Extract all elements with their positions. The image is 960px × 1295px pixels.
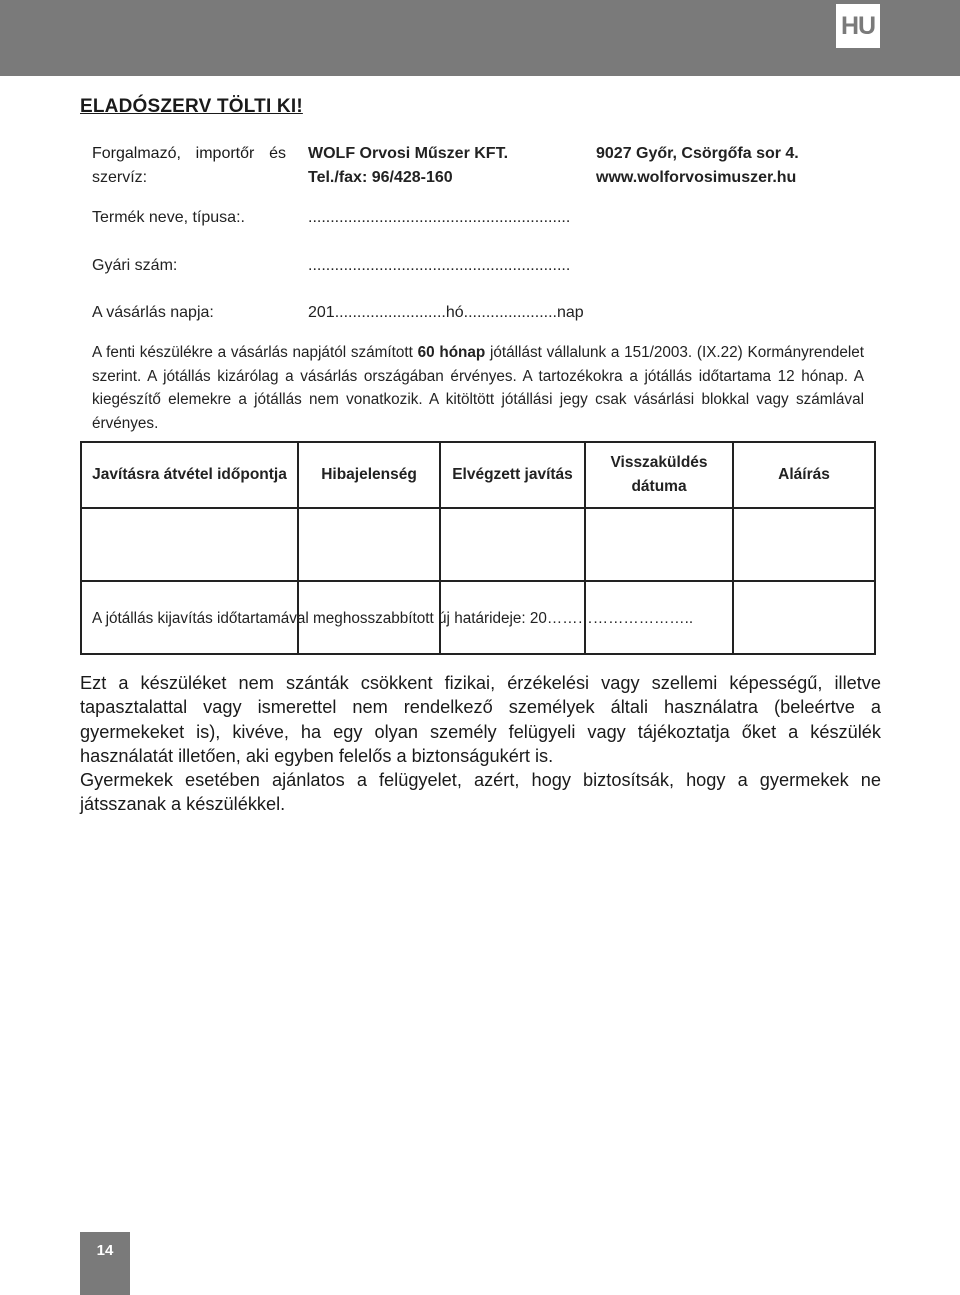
warranty-text-part2: jótállást vállalunk a 151/2003. (IX.22) Kormányrendelet szerint. A jótállás kizárólag a vásárlás országában érvényes. A tartozékokra a jótállás időtartama 12 hónap. A kiegészítő elemekre a jótállás nem vonatkozik. A kitöltött jótállási jegy csak vásárlási blokkal vagy számlával érvényes. bbox=[92, 344, 865, 432]
product-label: Termék neve, típusa:. bbox=[92, 209, 245, 226]
warranty-paragraph bbox=[92, 341, 864, 435]
table-cell[interactable] bbox=[733, 508, 875, 581]
company-address: 9027 Győr, Csörgőfa sor 4. bbox=[596, 145, 799, 162]
table-cell[interactable] bbox=[81, 508, 298, 581]
safety-notice-paragraph: Ezt a készüléket nem szánták csökkent fizikai, érzékelési vagy szellemi képességű, illetve tapasztalattal vagy ismerettel nem rendelkező személyek általi használatra (beleértve a gyermekeket is), kivéve, ha egy olyan személy felügyeli vagy tájékoztatja őket a készülék használatát illetően, aki egyben felelős a biztonságukért is. bbox=[80, 673, 881, 766]
warranty-extension-line: A jótállás kijavítás időtartamával meghosszabbított új határideje: 20……………………….. bbox=[92, 610, 694, 627]
table-cell[interactable] bbox=[298, 508, 440, 581]
company-website: www.wolforvosimuszer.hu bbox=[596, 169, 797, 186]
purchase-date-field: 201.........................hó.....................nap bbox=[308, 304, 584, 321]
safety-notice-paragraph: Gyermekek esetében ajánlatos a felügyelet, azért, hogy biztosítsák, hogy a gyermekek ne játsszanak a készülékkel. bbox=[80, 770, 881, 815]
column-header: Visszaküldés dátuma bbox=[585, 442, 733, 508]
table-cell[interactable] bbox=[733, 581, 875, 654]
warranty-period: 60 hónap bbox=[417, 344, 486, 361]
table-header-row bbox=[81, 442, 875, 508]
column-header: Javításra átvétel időpontja bbox=[81, 442, 298, 508]
warranty-text-part1: A fenti készülékre a vásárlás napjától számított bbox=[92, 344, 418, 361]
section-heading: ELADÓSZERV TÖLTI KI! bbox=[80, 96, 303, 117]
language-code: HU bbox=[840, 12, 876, 40]
product-field: ........................................................... bbox=[308, 209, 571, 226]
distributor-label-word2: importőr bbox=[195, 145, 255, 162]
serial-field: ........................................................... bbox=[308, 257, 571, 274]
header-bar bbox=[0, 0, 960, 76]
distributor-label-word3: és bbox=[269, 145, 286, 162]
safety-notice bbox=[80, 671, 881, 817]
page-number: 14 bbox=[80, 1232, 130, 1295]
distributor-label-line2: szervíz: bbox=[92, 169, 148, 186]
column-header: Aláírás bbox=[733, 442, 875, 508]
table-cell[interactable] bbox=[585, 508, 733, 581]
distributor-label-line1 bbox=[92, 145, 286, 163]
column-header: Elvégzett javítás bbox=[440, 442, 585, 508]
purchase-date-label: A vásárlás napja: bbox=[92, 304, 214, 321]
company-name: WOLF Orvosi Műszer KFT. bbox=[308, 145, 509, 162]
column-header: Hibajelenség bbox=[298, 442, 440, 508]
serial-label: Gyári szám: bbox=[92, 257, 178, 274]
table-cell[interactable] bbox=[440, 508, 585, 581]
language-badge bbox=[836, 4, 880, 48]
table-row bbox=[81, 508, 875, 581]
distributor-label-word1: Forgalmazó, bbox=[92, 145, 181, 162]
company-phone: Tel./fax: 96/428-160 bbox=[308, 169, 453, 186]
